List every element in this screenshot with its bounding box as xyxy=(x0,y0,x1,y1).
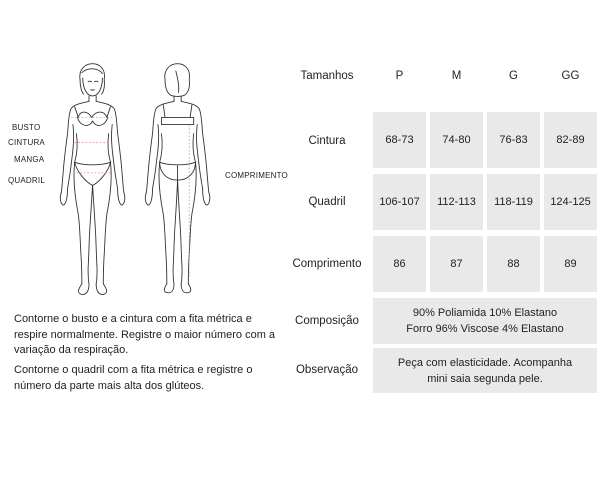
body-outline-icon xyxy=(55,48,225,313)
label-quadril: QUADRIL xyxy=(8,176,45,185)
header-tamanhos: Tamanhos xyxy=(300,70,354,82)
observacao-line: mini saia segunda pele. xyxy=(427,372,543,385)
row-label-quadril: Quadril xyxy=(308,196,346,208)
row-label-comprimento: Comprimento xyxy=(292,258,362,270)
table-cell: 106-107 xyxy=(373,174,426,230)
row-label-composicao: Composição xyxy=(295,315,359,327)
composicao-line: Forro 96% Viscose 4% Elastano xyxy=(406,323,564,335)
observacao-line: Peça com elasticidade. Acompanha xyxy=(397,356,573,369)
instruction-busto-cintura: Contorne o busto e a cintura com a fita métrica e respire normalmente. Registre o maior número com a variação da respiração. xyxy=(14,313,276,356)
header-size-m: M xyxy=(451,70,462,82)
header-size-gg: GG xyxy=(561,70,580,82)
header-size-g: G xyxy=(509,70,518,82)
table-cell: 124-125 xyxy=(544,174,597,230)
table-cell: 88 xyxy=(487,236,540,292)
table-cell: 86 xyxy=(373,236,426,292)
table-cell: 82-89 xyxy=(544,112,597,168)
header-size-p: P xyxy=(395,70,404,82)
composicao-cell xyxy=(373,298,597,344)
instruction-quadril: Contorne o quadril com a fita métrica e registre o número da parte mais alta dos glúteos. xyxy=(14,364,253,392)
row-label-cintura: Cintura xyxy=(308,135,346,147)
label-busto: BUSTO xyxy=(12,123,41,132)
composicao-line: 90% Poliamida 10% Elastano xyxy=(412,307,558,319)
observacao-cell xyxy=(373,348,597,393)
table-cell: 76-83 xyxy=(487,112,540,168)
table-cell: 118-119 xyxy=(487,174,540,230)
table-cell: 87 xyxy=(430,236,483,292)
table-cell: 68-73 xyxy=(373,112,426,168)
label-cintura: CINTURA xyxy=(8,138,45,147)
table-cell: 112-113 xyxy=(430,174,483,230)
label-comprimento: COMPRIMENTO xyxy=(225,171,288,180)
table-cell: 89 xyxy=(544,236,597,292)
label-manga: MANGA xyxy=(14,155,45,164)
table-cell: 74-80 xyxy=(430,112,483,168)
row-label-observacao: Observação xyxy=(295,364,358,376)
